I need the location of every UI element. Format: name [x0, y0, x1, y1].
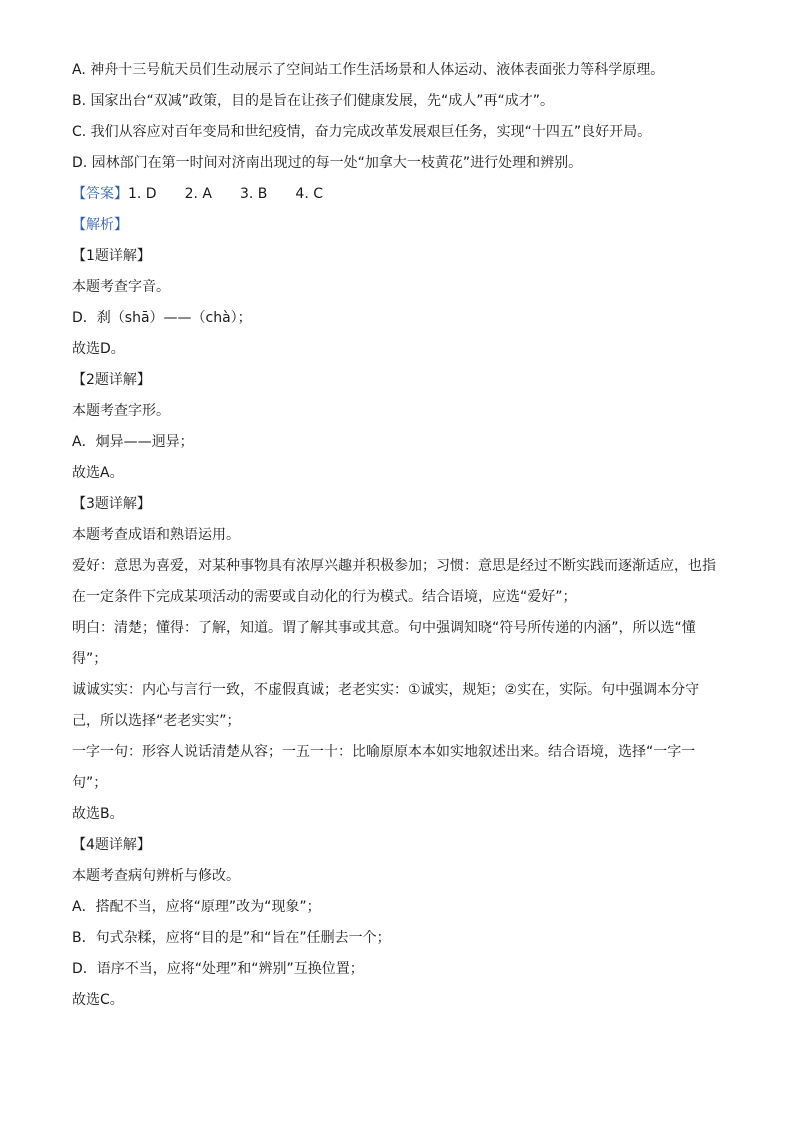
answer-label: 【答案】: [72, 186, 128, 202]
option-d: D. 园林部门在第一时间对济南出现过的每一处“加拿大一枝黄花”进行处理和辨别。: [72, 155, 583, 171]
q1-heading: 【1题详解】: [72, 248, 151, 264]
q3-line-8: 一字一句：形容人说话清楚从容；一五一十：比喻原原本本如实地叙述出来。结合语境，选择“一字一: [72, 744, 696, 760]
document-page: [72, 60, 722, 1021]
option-b: B. 国家出台“双减”政策，目的是旨在让孩子们健康发展，先“成人”再“成才”。: [72, 93, 555, 109]
option-c: C. 我们从容应对百年变局和世纪疫情，奋力完成改革发展艰巨任务，实现“十四五”良好开局。: [72, 124, 652, 140]
answer-line: [72, 184, 722, 204]
q3-line-7: 己，所以选择“老老实实”；: [72, 713, 241, 729]
answer-1: 1. D: [128, 186, 157, 202]
q3-line-6: 诚诚实实：内心与言行一致，不虚假真诚；老老实实：①诚实，规矩；②实在，实际。句中强调本分守: [72, 682, 700, 698]
q2-heading: 【2题详解】: [72, 372, 151, 388]
q3-line-1: 本题考查成语和熟语运用。: [72, 527, 240, 543]
q3-line-4: 明白：清楚；懂得：了解，知道。谓了解其事或其意。句中强调知晓“符号所传递的内涵”，所以选“懂: [72, 620, 696, 636]
q4-line-4: D．语序不当，应将“处理”和“辨别”互换位置；: [72, 961, 364, 977]
q4-heading: 【4题详解】: [72, 837, 151, 853]
q4-line-2: A．搭配不当，应将“原理”改为“现象”；: [72, 899, 321, 915]
q3-line-9: 句”；: [72, 775, 108, 791]
q1-line-3: 故选D。: [72, 341, 125, 357]
answer-2: 2. A: [184, 186, 212, 202]
q3-heading: 【3题详解】: [72, 496, 151, 512]
q2-line-1: 本题考查字形。: [72, 403, 170, 419]
analysis-label: 【解析】: [72, 217, 128, 233]
answer-4: 4. C: [295, 186, 323, 202]
option-a: A. 神舟十三号航天员们生动展示了空间站工作生活场景和人体运动、液体表面张力等科学原理。: [72, 62, 665, 78]
q3-line-2: 爱好：意思为喜爱，对某种事物具有浓厚兴趣并积极参加；习惯：意思是经过不断实践而逐渐适应，也指: [72, 558, 716, 574]
q1-line-2: D．刹（shā）——（chà）；: [72, 310, 252, 326]
q4-line-3: B．句式杂糅，应将“目的是”和“旨在”任删去一个；: [72, 930, 391, 946]
q4-line-5: 故选C。: [72, 992, 124, 1008]
q2-line-3: 故选A。: [72, 465, 124, 481]
q1-line-1: 本题考查字音。: [72, 279, 170, 295]
answer-values: [128, 186, 323, 202]
answer-3: 3. B: [239, 186, 268, 202]
q2-line-2: A．炯异——迥异；: [72, 434, 194, 450]
q4-line-1: 本题考查病句辨析与修改。: [72, 868, 240, 884]
q3-line-5: 得”；: [72, 651, 108, 667]
q3-line-3: 在一定条件下完成某项活动的需要或自动化的行为模式。结合语境，应选“爱好”；: [72, 589, 577, 605]
q3-line-10: 故选B。: [72, 806, 124, 822]
